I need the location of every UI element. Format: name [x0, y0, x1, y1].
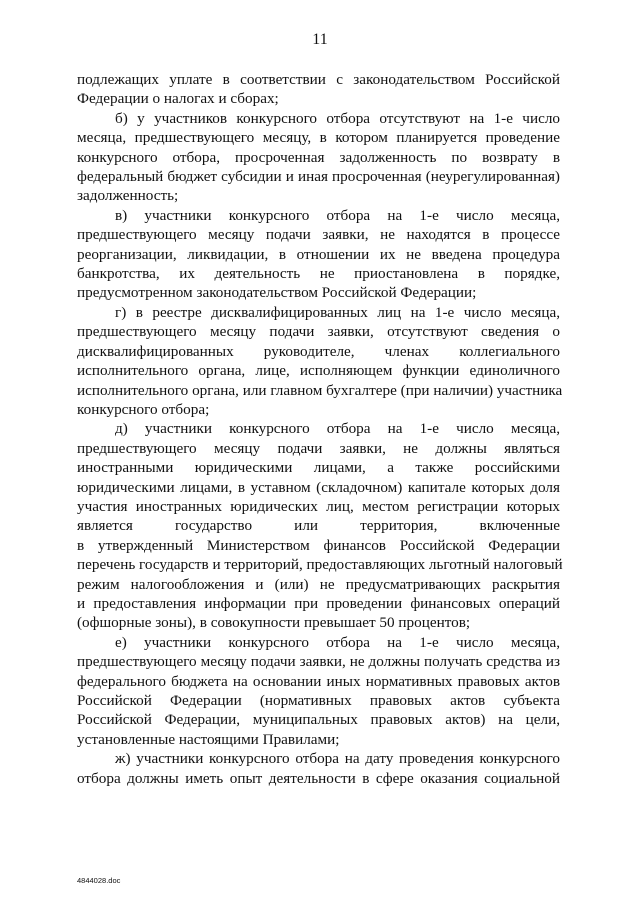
text-line: банкротства, их деятельность не приостановлена в порядке,: [77, 265, 560, 283]
text-line: г) в реестре дисквалифицированных лиц на 1-е число месяца,: [115, 303, 560, 321]
text-line: является государство или территория, включенные: [77, 517, 560, 535]
text-line: предшествующего месяцу подачи заявки, не должны получать средства из: [77, 653, 560, 671]
page-number: 11: [312, 31, 328, 48]
text-line: предусмотренном законодательством Российской Федерации;: [77, 284, 477, 302]
text-line: установленные настоящими Правилами;: [77, 730, 340, 748]
text-line: участия иностранных юридических лиц, местом регистрации которых: [77, 497, 560, 515]
text-line: федеральный бюджет субсидии и иная просроченная (неурегулированная): [77, 168, 560, 186]
text-line: исполнительного органа, или главном бухгалтере (при наличии) участника: [77, 381, 563, 399]
text-line: в утвержденный Министерством финансов Российской Федерации: [77, 536, 560, 554]
text-line: Российской Федерации (нормативных правовых актов субъекта: [77, 692, 560, 709]
text-line: месяца, предшествующего месяцу, в котором планируется проведение: [77, 129, 560, 147]
text-line: отбора должны иметь опыт деятельности в сфере оказания социальной: [77, 769, 560, 787]
text-line: задолженность;: [77, 187, 179, 205]
text-line: е) участники конкурсного отбора на 1-е число месяца,: [115, 633, 560, 651]
text-line: в) участники конкурсного отбора на 1-е число месяца,: [115, 206, 560, 224]
text-line: и предоставления информации при проведении финансовых операций: [77, 594, 560, 612]
document-body: [77, 70, 563, 788]
text-line: Российской Федерации, муниципальных правовых актов) на цели,: [77, 711, 560, 729]
text-line: предшествующего месяцу подачи заявки, не должны являться: [77, 439, 560, 457]
text-line: иностранными юридическими лицами, а также российскими: [77, 459, 560, 477]
text-line: предшествующего месяцу подачи заявки, отсутствуют сведения о: [77, 323, 560, 341]
text-line: реорганизации, ликвидации, в отношении их не введена процедура: [77, 245, 560, 263]
text-line: Федерации о налогах и сборах;: [77, 90, 279, 108]
text-line: конкурсного отбора;: [77, 400, 210, 418]
text-line: д) участники конкурсного отбора на 1-е число месяца,: [115, 420, 560, 438]
text-line: (офшорные зоны), в совокупности превышает 50 процентов;: [77, 614, 471, 632]
text-line: исполнительного органа, лице, исполняющем функции единоличного: [77, 362, 560, 380]
text-line: режим налогообложения и (или) не предусматривающих раскрытия: [77, 575, 560, 593]
text-line: дисквалифицированных руководителе, членах коллегиального: [77, 342, 560, 360]
text-line: б) у участников конкурсного отбора отсутствуют на 1-е число: [115, 109, 560, 127]
text-line: подлежащих уплате в соответствии с законодательством Российской: [77, 71, 560, 88]
text-line: предшествующего месяцу подачи заявки, не находятся в процессе: [77, 226, 560, 244]
file-name-footer: 4844028.doc: [77, 876, 121, 885]
text-line: ж) участники конкурсного отбора на дату проведения конкурсного: [115, 750, 560, 768]
text-line: перечень государств и территорий, предоставляющих льготный налоговый: [77, 556, 563, 574]
text-line: конкурсного отбора, просроченная задолженность по возврату в: [77, 148, 560, 166]
text-line: юридическими лицами, в уставном (складочном) капитале которых доля: [77, 478, 560, 496]
text-line: федерального бюджета на основании иных нормативных правовых актов: [77, 672, 560, 690]
